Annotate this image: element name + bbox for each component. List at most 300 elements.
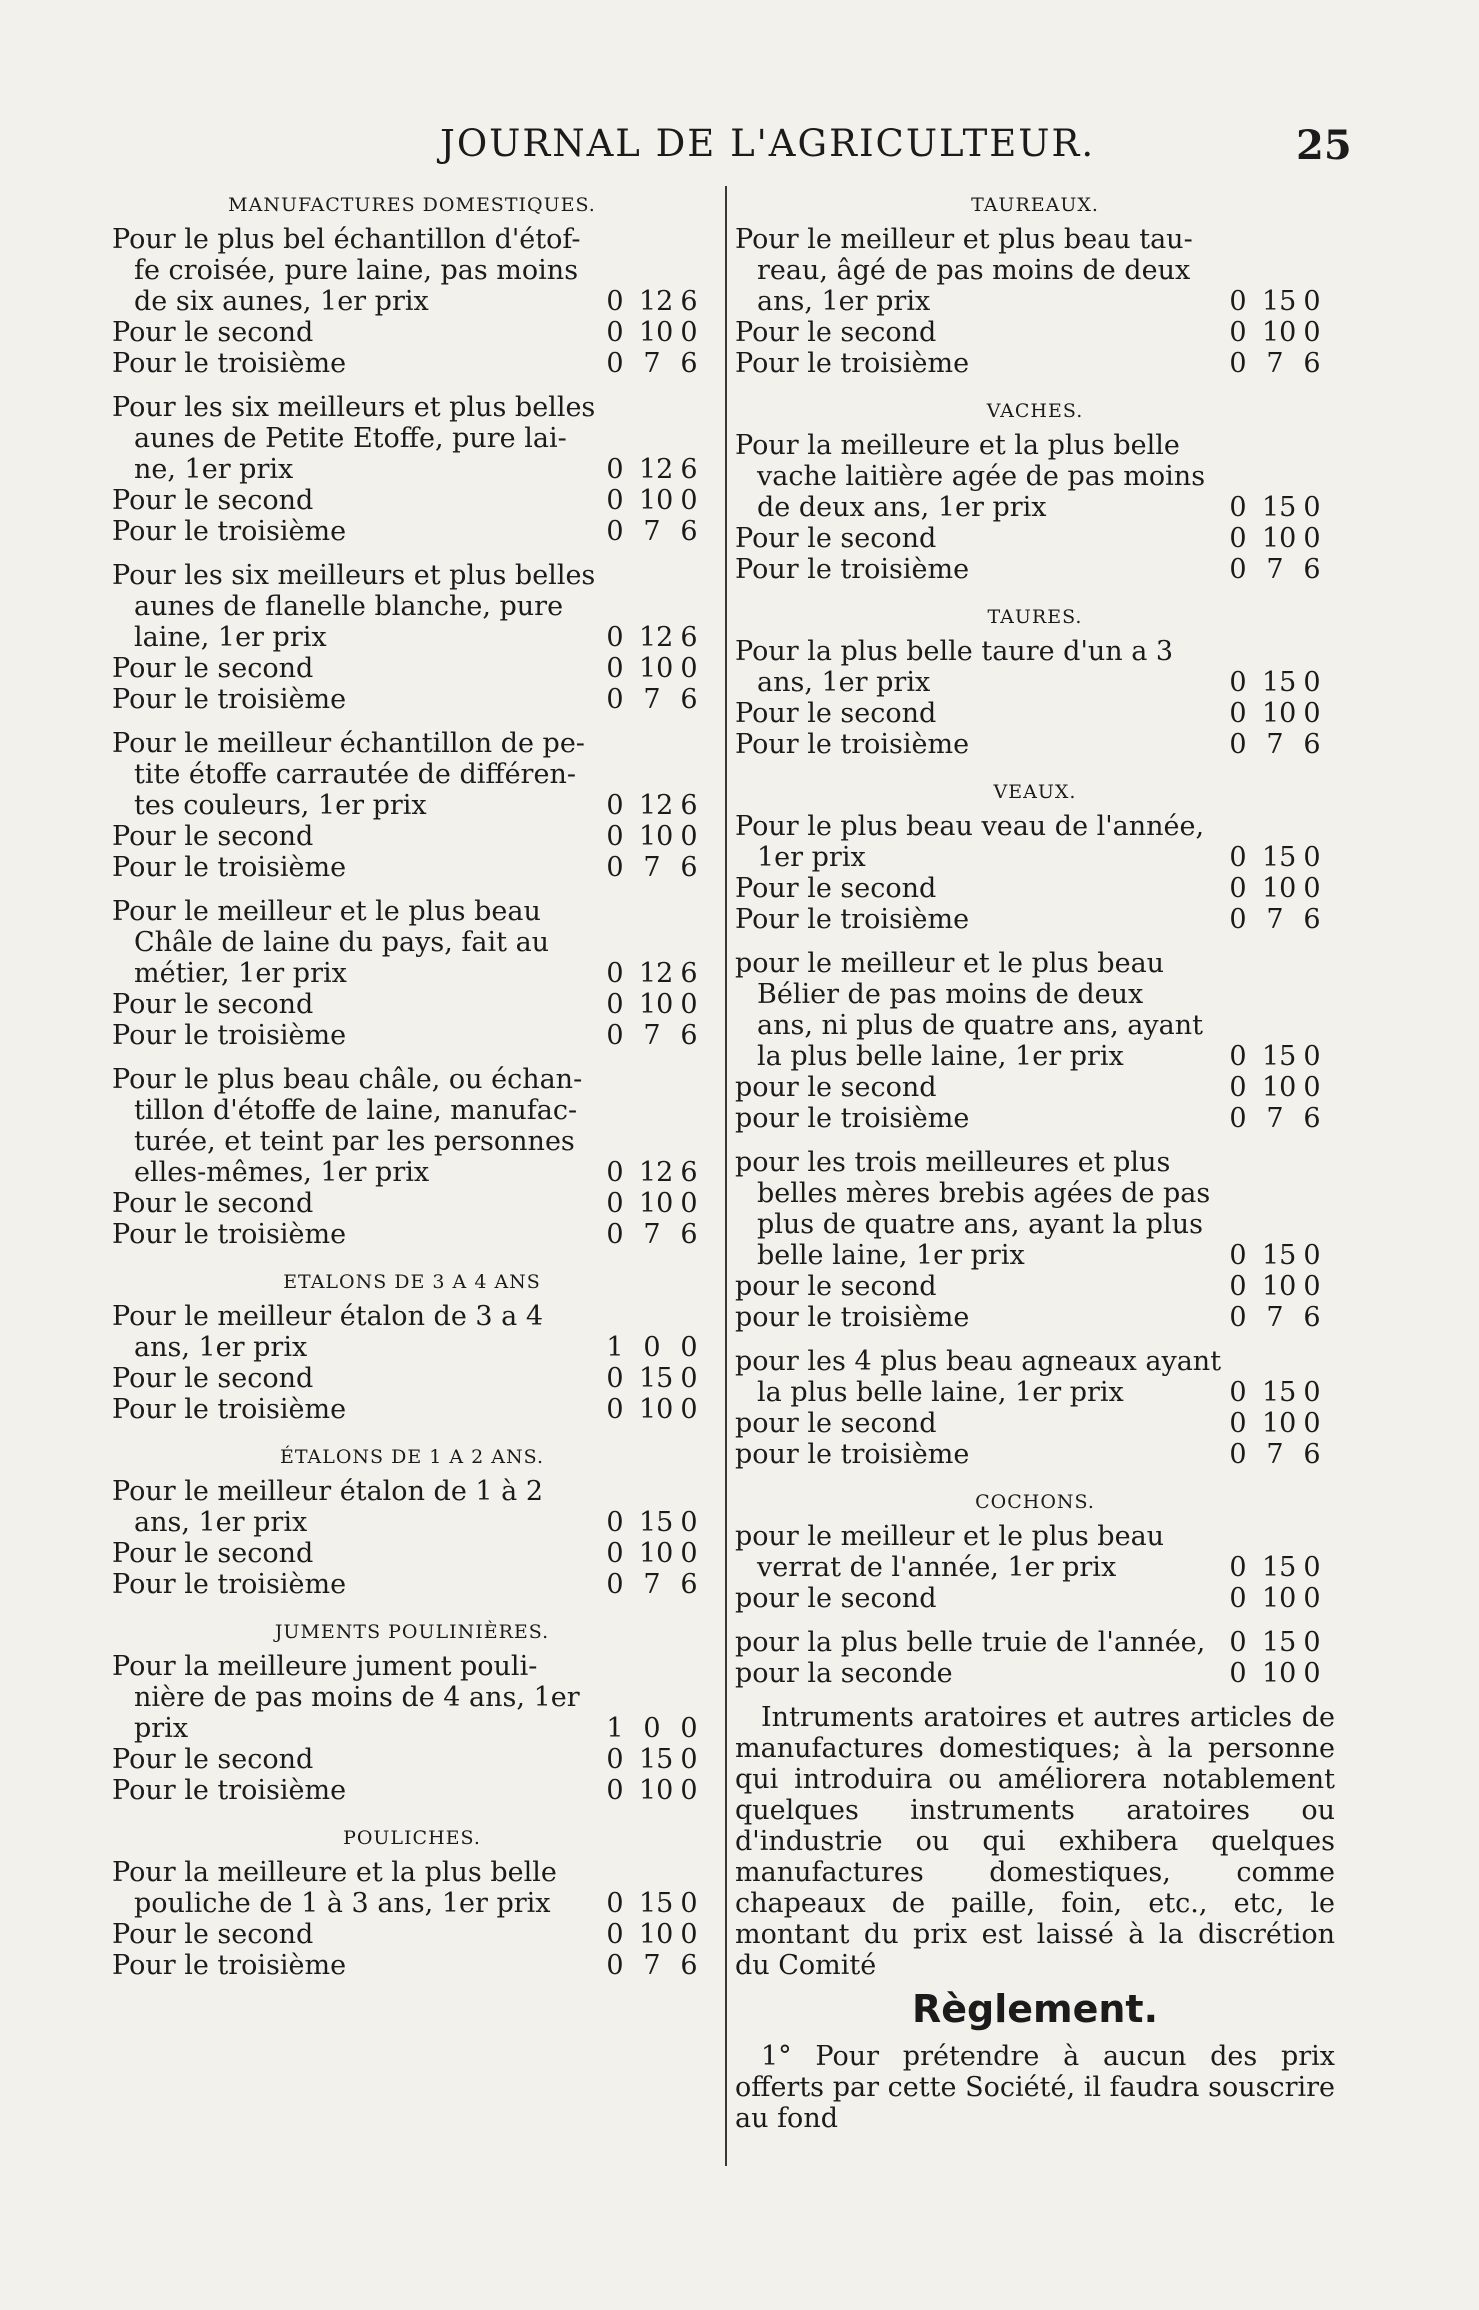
prize-text: pour le troisième [735,1439,970,1470]
prize-line [112,1301,712,1332]
amount-pence: 6 [1303,1439,1321,1470]
amount-pence: 0 [1303,873,1321,904]
prize-line [112,1394,712,1425]
amount-pounds: 0 [606,958,624,989]
prize-text: laine, 1er prix [134,622,327,653]
prize-line [112,255,712,286]
prize-line [735,1178,1335,1209]
amount-shillings: 15 [1262,286,1297,317]
amount-pence: 6 [1303,554,1321,585]
prize-text: Pour le troisième [735,348,970,379]
prize-text: pour le meilleur et le plus beau [735,948,1165,979]
prize-text: Pour le troisième [112,852,347,883]
prize-text: 1er prix [757,842,866,873]
prize-line [735,1583,1335,1614]
amount-pounds: 0 [606,317,624,348]
prize-text: ans, 1er prix [757,286,931,317]
prize-text: pour la plus belle truie de l'année, [735,1627,1206,1658]
prize-amount [602,1188,702,1219]
amount-pounds: 0 [1229,1377,1247,1408]
amount-pounds: 0 [606,1363,624,1394]
amount-pounds: 0 [606,653,624,684]
amount-pounds: 1 [606,1332,624,1363]
prize-line [112,821,712,852]
prize-amount [1225,1302,1325,1333]
prize-text: pour le troisième [735,1302,970,1333]
right-column [735,186,1335,2134]
amount-shillings: 10 [639,1538,674,1569]
prize-amount [1225,1240,1325,1271]
amount-shillings: 12 [639,622,674,653]
amount-pounds: 0 [606,1157,624,1188]
prize-group [112,1476,712,1600]
prize-line [112,348,712,379]
prize-line [735,1041,1335,1072]
prize-line [735,1408,1335,1439]
amount-pounds: 0 [606,348,624,379]
prize-group [112,1301,712,1425]
prize-amount [1225,523,1325,554]
prize-group [112,1651,712,1806]
prize-line [112,759,712,790]
prize-line [735,1658,1335,1689]
amount-shillings: 0 [643,1332,661,1363]
prize-text: Pour le troisième [112,1950,347,1981]
amount-shillings: 7 [1266,1439,1284,1470]
prize-line [112,1569,712,1600]
prize-text: ans, ni plus de quatre ans, ayant [757,1010,1203,1041]
prize-amount [602,1569,702,1600]
prize-amount [1225,317,1325,348]
amount-shillings: 15 [1262,1041,1297,1072]
prize-text: plus de quatre ans, ayant la plus [757,1209,1203,1240]
prize-text: Pour le second [112,653,314,684]
amount-pence: 6 [680,516,698,547]
prize-amount [1225,1072,1325,1103]
amount-shillings: 12 [639,454,674,485]
prize-text: ne, 1er prix [134,454,294,485]
prize-amount [1225,904,1325,935]
amount-pence: 0 [680,1744,698,1775]
prize-text: Pour le second [112,1744,314,1775]
prize-text: Pour le plus beau châle, ou échan- [112,1064,583,1095]
prize-amount [602,852,702,883]
prize-group [112,224,712,379]
prize-amount [1225,1103,1325,1134]
amount-shillings: 10 [1262,523,1297,554]
amount-pence: 0 [680,1363,698,1394]
prize-line [112,1775,712,1806]
prize-amount [1225,1408,1325,1439]
amount-pence: 6 [1303,904,1321,935]
section-heading: ETALONS DE 3 A 4 ANS [283,1271,541,1293]
prize-text: Pour le troisième [112,516,347,547]
amount-pence: 6 [680,958,698,989]
amount-pounds: 0 [606,1020,624,1051]
prize-group [735,1147,1335,1333]
prize-line [112,1744,712,1775]
amount-pounds: 0 [1229,729,1247,760]
amount-shillings: 10 [1262,1072,1297,1103]
amount-pounds: 1 [606,1713,624,1744]
prize-line [735,1627,1335,1658]
prize-line [112,1919,712,1950]
prize-line [112,1950,712,1981]
right-sections [735,186,1335,1689]
prize-text: tillon d'étoffe de laine, manufac- [134,1095,578,1126]
instruments-text: Intruments aratoires et autres articles de manufactures domestiques; à la personne qui introduira ou améliorera notablement quelques instruments aratoires ou d'industrie ou qui exhibera quelques manufactures domestiques, comme chapeaux de paille, foin, etc., etc, le montant du prix est laissé à la discrétion du Comité [735,1702,1335,1981]
section-heading: MANUFACTURES DOMESTIQUES. [228,194,596,216]
amount-pounds: 0 [606,1744,624,1775]
prize-group [735,224,1335,379]
prize-text: vache laitière agée de pas moins [757,461,1206,492]
prize-group [735,1627,1335,1689]
prize-text: Pour la meilleure et la plus belle [735,430,1180,461]
amount-pence: 0 [1303,1627,1321,1658]
prize-line [112,1888,712,1919]
prize-amount [1225,1377,1325,1408]
prize-text: Pour le troisième [735,904,970,935]
amount-pence: 0 [680,821,698,852]
amount-shillings: 10 [1262,1658,1297,1689]
amount-shillings: 7 [643,852,661,883]
prize-text: Pour le meilleur étalon de 3 a 4 [112,1301,543,1332]
prize-line [112,1095,712,1126]
journal-title: JOURNAL DE L'AGRICULTEUR. [440,122,1096,165]
amount-shillings: 10 [639,1188,674,1219]
amount-shillings: 7 [643,1020,661,1051]
prize-group [112,392,712,547]
amount-shillings: 15 [1262,1240,1297,1271]
amount-shillings: 10 [1262,873,1297,904]
prize-text: pour les 4 plus beau agneaux ayant [735,1346,1222,1377]
section-heading: TAUREAUX. [971,194,1099,216]
amount-pounds: 0 [606,1888,624,1919]
prize-line [735,948,1335,979]
prize-line [112,1064,712,1095]
prize-text: métier, 1er prix [134,958,347,989]
prize-amount [602,1332,702,1363]
amount-shillings: 7 [643,684,661,715]
prize-text: aunes de Petite Etoffe, pure lai- [134,423,567,454]
amount-pence: 0 [1303,317,1321,348]
amount-pounds: 0 [1229,554,1247,585]
amount-shillings: 15 [1262,667,1297,698]
prize-line [112,1651,712,1682]
amount-pence: 0 [680,1538,698,1569]
amount-pounds: 0 [1229,1583,1247,1614]
prize-text: tite étoffe carrautée de différen- [134,759,576,790]
prize-amount [1225,554,1325,585]
prize-line [735,523,1335,554]
prize-line [112,927,712,958]
amount-pounds: 0 [1229,1103,1247,1134]
prize-text: pour le troisième [735,1103,970,1134]
amount-pence: 0 [680,653,698,684]
prize-text: pour les trois meilleures et plus [735,1147,1171,1178]
prize-line [112,790,712,821]
prize-amount [1225,873,1325,904]
prize-line [112,728,712,759]
prize-group [735,1521,1335,1614]
prize-line [735,317,1335,348]
prize-text: Pour le troisième [112,684,347,715]
prize-line [735,492,1335,523]
page-number: 25 [1296,122,1352,169]
amount-shillings: 10 [639,821,674,852]
amount-pounds: 0 [1229,1072,1247,1103]
prize-amount [602,653,702,684]
prize-line [735,1521,1335,1552]
prize-amount [602,1020,702,1051]
amount-shillings: 10 [1262,1583,1297,1614]
prize-text: Pour la meilleure jument pouli- [112,1651,538,1682]
prize-group [112,728,712,883]
prize-group [735,430,1335,585]
amount-pence: 6 [680,1219,698,1250]
prize-amount [602,1919,702,1950]
amount-pounds: 0 [606,1219,624,1250]
amount-pounds: 0 [606,1394,624,1425]
amount-pence: 6 [1303,348,1321,379]
prize-amount [602,1157,702,1188]
prize-line [112,852,712,883]
amount-shillings: 7 [1266,348,1284,379]
prize-line [112,454,712,485]
prize-text: Pour le troisième [112,1020,347,1051]
amount-pence: 0 [680,1775,698,1806]
prize-amount [602,516,702,547]
prize-amount [602,485,702,516]
prize-line [735,1209,1335,1240]
prize-text: Pour les six meilleurs et plus belles [112,392,596,423]
prize-text: Pour le troisième [112,1394,347,1425]
amount-shillings: 12 [639,958,674,989]
prize-line [112,1188,712,1219]
prize-text: pour la seconde [735,1658,953,1689]
reglement-heading: Règlement. [911,1987,1159,2031]
prize-text: belle laine, 1er prix [757,1240,1025,1271]
amount-shillings: 15 [639,1363,674,1394]
amount-shillings: 7 [643,348,661,379]
prize-amount [1225,1627,1325,1658]
prize-text: ans, 1er prix [134,1507,308,1538]
prize-amount [602,821,702,852]
amount-pounds: 0 [1229,842,1247,873]
prize-line [735,1240,1335,1271]
prize-line [735,1010,1335,1041]
amount-pounds: 0 [606,1569,624,1600]
amount-pence: 6 [680,790,698,821]
amount-pence: 0 [1303,286,1321,317]
prize-text: Châle de laine du pays, fait au [134,927,550,958]
prize-line [735,1103,1335,1134]
prize-line [112,896,712,927]
prize-amount [1225,729,1325,760]
prize-text: pour le second [735,1408,937,1439]
prize-line [112,286,712,317]
amount-pence: 0 [1303,523,1321,554]
prize-text: Pour le meilleur et plus beau tau- [735,224,1193,255]
amount-shillings: 12 [639,286,674,317]
prize-text: Pour le meilleur échantillon de pe- [112,728,585,759]
prize-text: pour le meilleur et le plus beau [735,1521,1165,1552]
amount-pence: 0 [1303,1271,1321,1302]
amount-shillings: 12 [639,1157,674,1188]
prize-amount [602,958,702,989]
prize-line [112,1507,712,1538]
prize-text: Pour le second [735,873,937,904]
amount-pounds: 0 [606,485,624,516]
amount-pounds: 0 [606,821,624,852]
amount-pounds: 0 [606,1775,624,1806]
prize-text: aunes de flanelle blanche, pure [134,591,564,622]
prize-amount [602,989,702,1020]
amount-pounds: 0 [1229,317,1247,348]
prize-group [112,560,712,715]
amount-pounds: 0 [606,790,624,821]
amount-shillings: 10 [1262,317,1297,348]
prize-line [112,1363,712,1394]
prize-line [112,317,712,348]
prize-text: Pour le plus beau veau de l'année, [735,811,1205,842]
amount-pence: 0 [680,1394,698,1425]
prize-line [735,1147,1335,1178]
amount-pounds: 0 [606,454,624,485]
prize-amount [602,1744,702,1775]
amount-pence: 6 [1303,1302,1321,1333]
prize-line [735,1552,1335,1583]
amount-shillings: 0 [643,1713,661,1744]
prize-line [735,873,1335,904]
amount-pounds: 0 [606,1538,624,1569]
amount-shillings: 15 [639,1888,674,1919]
prize-text: Pour le meilleur et le plus beau [112,896,541,927]
prize-line [112,1682,712,1713]
amount-shillings: 12 [639,790,674,821]
prize-text: verrat de l'année, 1er prix [757,1552,1117,1583]
amount-shillings: 15 [1262,1627,1297,1658]
prize-text: Pour le second [112,989,314,1020]
section-heading: TAURES. [987,606,1083,628]
prize-line [735,1302,1335,1333]
amount-pence: 0 [1303,667,1321,698]
amount-pounds: 0 [1229,1627,1247,1658]
prize-amount [602,1775,702,1806]
amount-pence: 0 [680,485,698,516]
amount-shillings: 15 [1262,492,1297,523]
instruments-paragraph [735,1702,1335,1981]
prize-text: Pour la plus belle taure d'un a 3 [735,636,1174,667]
amount-pounds: 0 [606,852,624,883]
running-head [0,122,1479,170]
amount-shillings: 7 [1266,1103,1284,1134]
prize-line [112,1157,712,1188]
amount-pence: 6 [1303,729,1321,760]
amount-pence: 0 [680,1332,698,1363]
prize-amount [602,1219,702,1250]
left-column [112,186,712,1994]
amount-pence: 0 [680,989,698,1020]
prize-amount [1225,1041,1325,1072]
amount-pence: 6 [680,286,698,317]
prize-group [735,811,1335,935]
prize-line [112,560,712,591]
amount-pence: 6 [680,1157,698,1188]
prize-text: Pour le second [735,523,937,554]
amount-pence: 0 [1303,1583,1321,1614]
amount-shillings: 7 [643,1569,661,1600]
amount-pounds: 0 [1229,1041,1247,1072]
prize-text: Pour le troisième [735,554,970,585]
prize-text: tes couleurs, 1er prix [134,790,427,821]
prize-text: Pour le second [112,317,314,348]
prize-line [735,224,1335,255]
amount-pounds: 0 [606,684,624,715]
prize-text: pouliche de 1 à 3 ans, 1er prix [134,1888,551,1919]
amount-pounds: 0 [1229,873,1247,904]
prize-line [112,1713,712,1744]
prize-line [735,430,1335,461]
amount-pence: 0 [1303,1408,1321,1439]
prize-line [112,1538,712,1569]
prize-group [735,636,1335,760]
prize-text: la plus belle laine, 1er prix [757,1041,1124,1072]
amount-pounds: 0 [1229,348,1247,379]
prize-text: Pour le second [112,821,314,852]
amount-pence: 0 [680,1888,698,1919]
prize-amount [602,1538,702,1569]
amount-pounds: 0 [606,1188,624,1219]
prize-amount [602,1713,702,1744]
prize-text: pour le second [735,1072,937,1103]
amount-pounds: 0 [1229,1302,1247,1333]
amount-pounds: 0 [606,1950,624,1981]
section-heading: ÉTALONS DE 1 A 2 ANS. [280,1446,544,1468]
prize-text: ans, 1er prix [134,1332,308,1363]
amount-shillings: 10 [639,317,674,348]
amount-pounds: 0 [606,516,624,547]
prize-text: Pour le second [112,1538,314,1569]
amount-pence: 0 [1303,698,1321,729]
amount-pounds: 0 [1229,1439,1247,1470]
amount-pence: 0 [1303,1041,1321,1072]
amount-pounds: 0 [1229,492,1247,523]
prize-text: pour le second [735,1583,937,1614]
prize-text: Pour le troisième [112,1569,347,1600]
prize-line [112,958,712,989]
prize-text: Pour le troisième [112,1775,347,1806]
prize-line [735,1271,1335,1302]
prize-line [112,516,712,547]
prize-text: Pour le second [735,698,937,729]
reglement-text: 1° Pour prétendre à aucun des prix offerts par cette Société, il faudra souscrire au fond [735,2041,1335,2134]
prize-amount [602,1394,702,1425]
amount-pounds: 0 [606,622,624,653]
prize-amount [602,1507,702,1538]
prize-amount [1225,842,1325,873]
prize-text: Pour la meilleure et la plus belle [112,1857,557,1888]
prize-text: Pour le second [112,485,314,516]
prize-line [112,392,712,423]
amount-shillings: 10 [639,1775,674,1806]
prize-text: la plus belle laine, 1er prix [757,1377,1124,1408]
prize-text: Pour le troisième [112,348,347,379]
amount-shillings: 7 [643,516,661,547]
prize-line [112,1126,712,1157]
prize-line [735,904,1335,935]
amount-pence: 6 [680,852,698,883]
